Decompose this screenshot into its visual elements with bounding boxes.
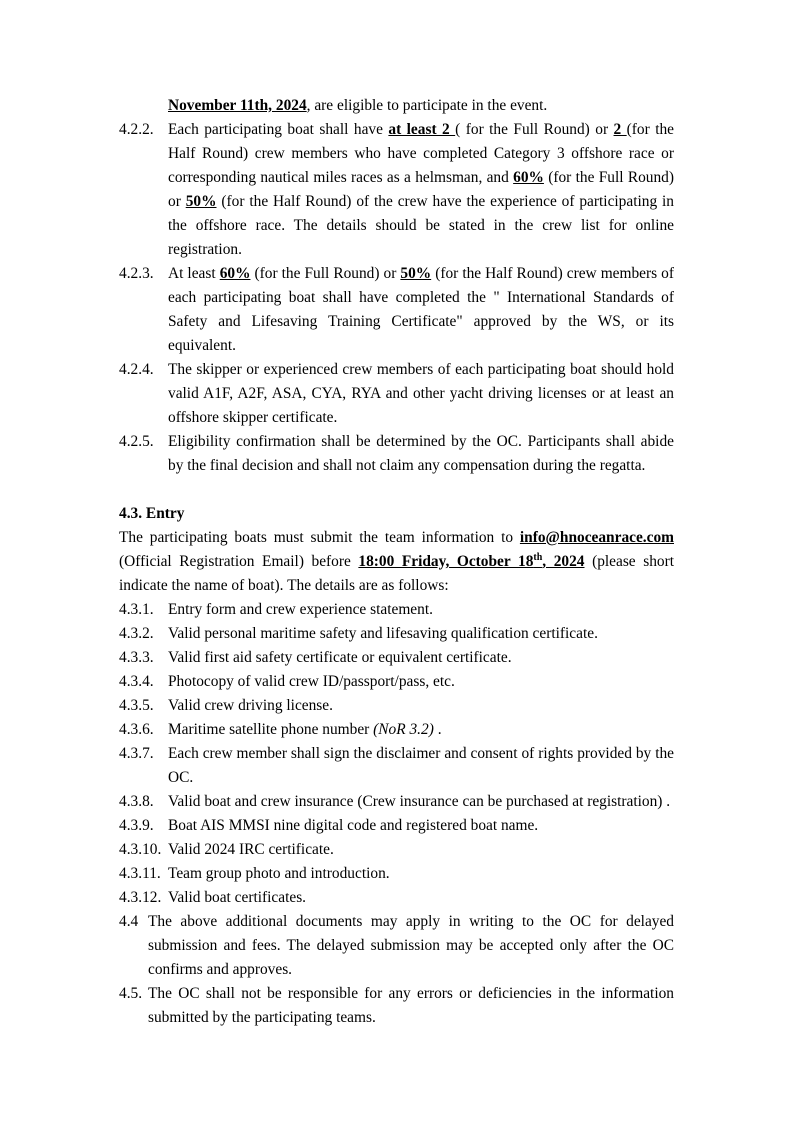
list-item [119, 670, 674, 694]
intro-text: (please short indicate the name of boat). The details are as follows: [119, 553, 674, 594]
eligibility-text: , are eligible to participate in the event. [306, 97, 548, 114]
item-text-container [119, 646, 674, 670]
clause-text: The above additional documents may apply in writing to the OC for delayed submission and fees. The delayed submission may be accepted only after the OC confirms and approves. [148, 913, 674, 978]
emphasis-half-round-count: 2 [613, 121, 627, 138]
clause-4-2-3 [119, 262, 674, 358]
list-item [119, 646, 674, 670]
clause-number: 4.2.3. [119, 265, 154, 282]
item-number: 4.3.12. [119, 889, 162, 906]
clause-text: (for the Full Round) or [250, 265, 401, 282]
entry-document-list [119, 598, 674, 910]
list-item [119, 694, 674, 718]
item-text-container [119, 886, 674, 910]
clause-4-4 [119, 910, 674, 982]
registration-email-link[interactable]: info@hnoceanrace.com [519, 529, 674, 546]
item-text: Boat AIS MMSI nine digital code and registered boat name. [168, 817, 539, 834]
clause-text: The skipper or experienced crew members of each participating boat should hold valid A1F, A2F, ASA, CYA, RYA and other yacht driving licenses or at least an offshore skipper certificate. [168, 361, 674, 426]
deadline-suffix: th [533, 551, 543, 563]
clause-number: 4.4 [119, 913, 139, 930]
intro-text: The participating boats must submit the team information to [119, 529, 520, 546]
section-heading-entry: 4.3. Entry [119, 505, 185, 522]
item-number: 4.3.3. [119, 649, 154, 666]
item-text-container [119, 598, 674, 622]
item-text: Valid personal maritime safety and lifesaving qualification certificate. [168, 625, 598, 642]
clause-number: 4.2.4. [119, 361, 154, 378]
clause-4-2-2 [119, 118, 674, 262]
clause-number: 4.2.5. [119, 433, 154, 450]
item-number: 4.3.10. [119, 841, 162, 858]
clause-text: Eligibility confirmation shall be determined by the OC. Participants shall abide by the final decision and shall not claim any compensation during the regatta. [168, 433, 674, 474]
item-text-container [119, 814, 674, 838]
item-text-container [119, 718, 674, 742]
item-text: Entry form and crew experience statement. [168, 601, 433, 618]
item-text: Team group photo and introduction. [168, 865, 390, 882]
list-item [119, 718, 674, 742]
clause-number: 4.2.2. [119, 121, 154, 138]
item-reference: (NoR 3.2) [373, 721, 434, 738]
intro-text: (Official Registration Email) before [119, 553, 359, 570]
item-text-container [119, 622, 674, 646]
list-item [119, 862, 674, 886]
item-number: 4.3.1. [119, 601, 154, 618]
item-text: Photocopy of valid crew ID/passport/pass, etc. [168, 673, 455, 690]
item-text: Valid first aid safety certificate or equivalent certificate. [168, 649, 512, 666]
emphasis-half-round-percent: 50% [185, 193, 217, 210]
item-number: 4.3.6. [119, 721, 154, 738]
item-text: Valid boat certificates. [168, 889, 307, 906]
list-item [119, 742, 674, 790]
clause-4-2-1-continuation [119, 94, 674, 118]
clause-text: At least [168, 265, 220, 282]
item-text-container [119, 670, 674, 694]
item-text: Valid 2024 IRC certificate. [168, 841, 334, 858]
list-item [119, 814, 674, 838]
list-item [119, 598, 674, 622]
deadline-date: 18:00 Friday, October 18 [358, 553, 534, 570]
clause-text: ( for the Full Round) or [455, 121, 614, 138]
clause-4-2-5 [119, 430, 674, 478]
list-item [119, 622, 674, 646]
item-text-container [119, 862, 674, 886]
clause-text: The OC shall not be responsible for any errors or deficiencies in the information submitted by the participating teams. [148, 985, 674, 1026]
eligibility-date: November 11th, 2024 [168, 97, 307, 114]
entry-intro [119, 526, 674, 598]
item-number: 4.3.7. [119, 745, 154, 762]
item-number: 4.3.2. [119, 625, 154, 642]
emphasis-full-round-percent: 60% [219, 265, 251, 282]
document-page [119, 94, 674, 1030]
item-number: 4.3.5. [119, 697, 154, 714]
item-number: 4.3.4. [119, 673, 154, 690]
deadline-year: , 2024 [542, 553, 585, 570]
emphasis-full-round-count: at least 2 [388, 121, 456, 138]
item-number: 4.3.9. [119, 817, 154, 834]
clause-4-2-4 [119, 358, 674, 430]
clause-number: 4.5. [119, 985, 143, 1002]
item-text-suffix: . [433, 721, 442, 738]
emphasis-full-round-percent: 60% [513, 169, 544, 186]
clause-text: (for the Half Round) of the crew have the experience of participating in the offshore race. The details should be stated in the crew list for online registration. [168, 193, 674, 258]
item-text-container [119, 694, 674, 718]
item-text: Valid crew driving license. [168, 697, 333, 714]
clause-text: (for the Half Round) crew members of each participating boat shall have completed the " International Standards of Safety and Lifesaving Training Certificate" approved by the WS, or its equivalent. [168, 265, 674, 354]
item-number: 4.3.8. [119, 793, 154, 810]
item-text-container [119, 742, 674, 790]
item-text: Each crew member shall sign the disclaimer and consent of rights provided by the OC. [168, 745, 674, 786]
emphasis-half-round-percent: 50% [400, 265, 432, 282]
clause-text: Each participating boat shall have [168, 121, 389, 138]
clause-text: (for the Full Round) or [168, 169, 674, 210]
list-item [119, 790, 674, 814]
item-number: 4.3.11. [119, 865, 161, 882]
clause-4-5 [119, 982, 674, 1030]
item-text: Valid boat and crew insurance (Crew insurance can be purchased at registration) . [168, 793, 671, 810]
item-text: Maritime satellite phone number [168, 721, 374, 738]
clause-text: (for the Half Round) crew members who have completed Category 3 offshore race or corresponding nautical miles races as a helmsman, and [168, 121, 674, 186]
registration-deadline [358, 553, 584, 570]
list-item [119, 886, 674, 910]
list-item [119, 838, 674, 862]
item-text-container [119, 790, 674, 814]
item-text-container [119, 838, 674, 862]
